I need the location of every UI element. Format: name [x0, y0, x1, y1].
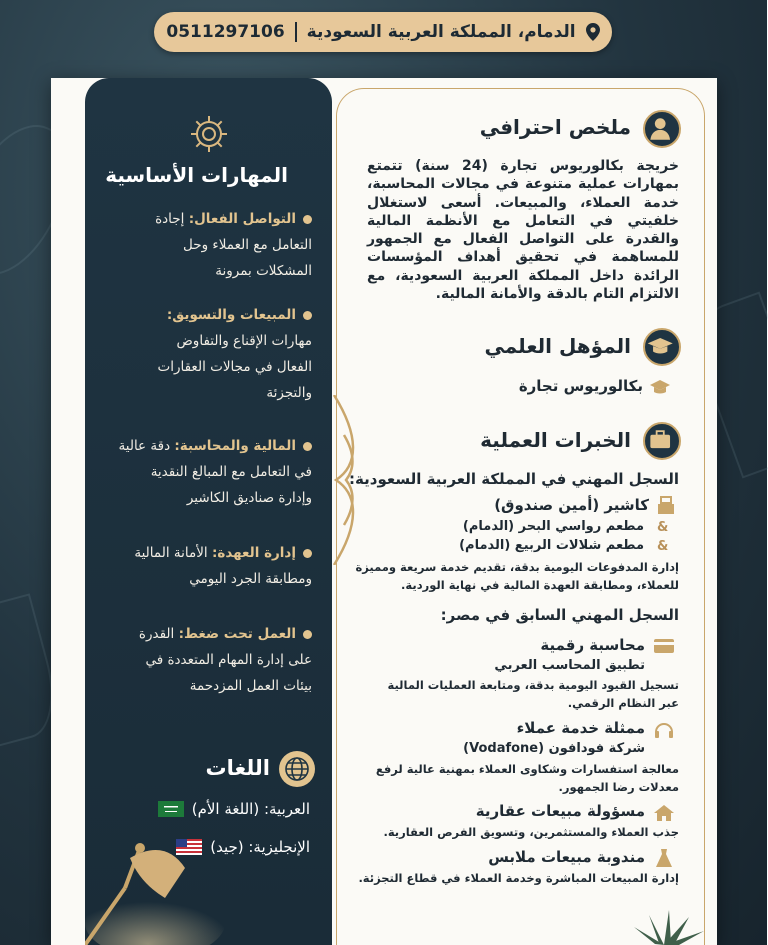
professional-avatar-icon	[644, 110, 682, 148]
summary-text: خريجة بكالوريوس تجارة (24 سنة) تتمتع بمهارات عملية متنوعة في مجالات المحاسبة، خدمة العملاء، والمبيعات. أسعى لاستغلال خلفيتي في التعامل مع الأنظمة المالية والقدرة على التواصل الفعال مع الجمهور للمساهمة في تحقيق أهداف المؤسسات الرائدة داخل المملكة العربية السعودية، مع الالتزام التام بالدقة والأمانة المالية.	[368, 158, 680, 303]
globe-icon	[279, 750, 317, 788]
dress-icon	[654, 848, 676, 868]
skill-item: إدارة العهدة: الأمانة المالية ومطابقة الجرد اليومي	[135, 545, 313, 587]
education-title: المؤهل العلمي	[485, 334, 632, 358]
job-org: شركة فودافون (Vodafone)	[464, 741, 646, 756]
languages-title: اللغات	[206, 756, 271, 780]
job-title: مندوبة مبيعات ملابس	[489, 848, 646, 866]
house-icon	[654, 803, 676, 823]
bullet-dot	[304, 311, 313, 320]
language-english: الإنجليزية: (جيد)	[177, 838, 311, 856]
job-desc: إدارة المبيعات المباشرة وخدمة العملاء في قطاع التجزئة.	[359, 871, 680, 885]
job-desc: عبر النظام الرقمي.	[568, 696, 680, 710]
experience-title: الخبرات العملية	[481, 428, 632, 452]
job-title: محاسبة رقمية	[541, 636, 646, 654]
cashier-title: كاشير (أمين صندوق)	[495, 496, 650, 514]
saudi-heading: السجل المهني في المملكة العربية السعودية:	[350, 470, 680, 488]
saudi-flag-icon	[159, 801, 185, 817]
location-pin-icon	[587, 23, 601, 41]
degree-text: بكالوريوس تجارة	[519, 377, 644, 395]
bullet-dot	[304, 442, 313, 451]
cashier-desc-1: إدارة المدفوعات اليومية بدقة، تقديم خدمة سريعة ومميزة	[356, 560, 680, 574]
job-desc: تسجيل القيود اليومية بدقة، ومتابعة العمليات المالية	[388, 678, 680, 692]
job-title: ممثلة خدمة عملاء	[517, 719, 646, 737]
job-desc: معدلات رضا الجمهور.	[559, 780, 680, 794]
egypt-heading: السجل المهني السابق في مصر:	[441, 606, 680, 624]
skill-item: المبيعات والتسويق: مهارات الإقناع والتفاوض الفعال في مجالات العقارات والتجزئة	[158, 307, 313, 401]
job-desc: معالجة استفسارات وشكاوى العملاء بمهنية عالية لرفع	[376, 762, 680, 776]
cashier-register-icon	[656, 495, 678, 515]
graduation-cap-icon	[644, 328, 682, 366]
skill-item: العمل تحت ضغط: القدرة على إدارة المهام المتعددة في بيئات العمل المزدحمة	[139, 626, 313, 694]
plant-decoration	[610, 905, 720, 945]
gear-icon	[189, 113, 231, 155]
job-desc: جذب العملاء والمستثمرين، وتسويق الفرص العقارية.	[384, 825, 680, 839]
desk-lamp-illustration	[86, 828, 226, 945]
job-title: مسؤولة مبيعات عقارية	[476, 802, 646, 820]
briefcase-icon	[644, 422, 682, 460]
location-text: الدمام، المملكة العربية السعودية	[307, 22, 577, 42]
separator	[296, 22, 298, 42]
workplace-2: مطعم شلالات الربيع (الدمام)	[460, 538, 645, 553]
cashier-desc-2: للعملاء، ومطابقة العهدة المالية في نهاية الوردية.	[402, 578, 680, 592]
skill-item: المالية والمحاسبة: دقة عالية في التعامل مع المبالغ النقدية وإدارة صناديق الكاشير	[119, 438, 313, 506]
credit-card-icon	[654, 636, 676, 656]
job-org: تطبيق المحاسب العربي	[495, 658, 646, 673]
skill-item: التواصل الفعال: إجادة التعامل مع العملاء وحل المشكلات بمرونة	[156, 211, 313, 279]
summary-title: ملخص احترافي	[480, 115, 632, 139]
phone-number: 0511297106	[167, 22, 286, 42]
language-arabic: العربية: (اللغة الأم)	[159, 800, 311, 818]
bullet-dot	[304, 630, 313, 639]
ampersand-bullet: &	[658, 520, 670, 535]
headset-icon	[654, 720, 676, 740]
ampersand-bullet: &	[658, 539, 670, 554]
workplace-1: مطعم رواسي البحر (الدمام)	[463, 519, 645, 534]
skills-title: المهارات الأساسية	[106, 163, 289, 187]
sidebar	[86, 78, 333, 945]
bullet-dot	[304, 549, 313, 558]
degree-cap-icon	[650, 377, 672, 397]
contact-bar	[155, 12, 613, 52]
bullet-dot	[304, 215, 313, 224]
